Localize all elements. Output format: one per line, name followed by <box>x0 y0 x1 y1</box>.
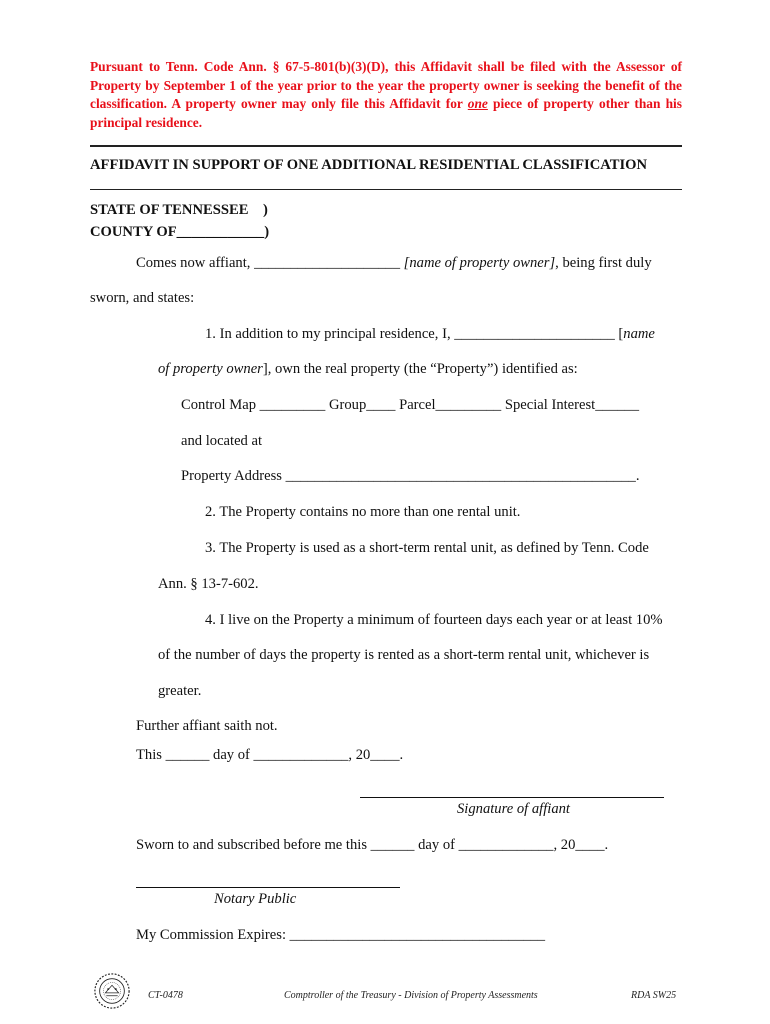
located-at-label: and located at <box>181 433 263 449</box>
venue-county-paren: ) <box>264 224 270 240</box>
venue-county <box>90 224 269 241</box>
item3-line-2: Ann. § 13-7-602. <box>158 576 259 592</box>
notary-label: Notary Public <box>214 891 297 907</box>
item1-name-placeholder: name <box>623 326 655 342</box>
parcel-identification-line: Control Map _________ Group____ Parcel_________ Special Interest______ <box>181 397 640 413</box>
item1-text-a: 1. In addition to my principal residence, I, ______________________ [ <box>205 326 624 342</box>
affidavit-title: AFFIDAVIT IN SUPPORT OF ONE ADDITIONAL RESIDENTIAL CLASSIFICATION <box>90 157 648 173</box>
intro-owner-placeholder: [name of property owner] <box>403 255 556 271</box>
date-line: This ______ day of _____________, 20____. <box>136 747 404 763</box>
filing-notice <box>90 58 682 132</box>
item4-line-3: greater. <box>158 683 202 699</box>
item1-line-1 <box>205 326 655 343</box>
intro-line-2: sworn, and states: <box>90 290 195 306</box>
property-address-line: Property Address ________________________________________________. <box>181 468 640 484</box>
footer-code: RDA SW25 <box>631 990 677 1001</box>
commission-expires-line: My Commission Expires: ___________________________________ <box>136 927 546 943</box>
title-divider <box>90 189 682 190</box>
sworn-line: Sworn to and subscribed before me this ______ day of _____________, 20____. <box>136 837 609 853</box>
footer-form-number: CT-0478 <box>148 990 183 1001</box>
venue-county-label: COUNTY OF <box>90 224 177 240</box>
item1-text-b: ], own the real property (the “Property”) identified as: <box>262 361 578 377</box>
intro-text-b: , being first duly <box>555 255 652 271</box>
top-divider <box>90 145 682 147</box>
affiant-signature-line <box>360 797 664 798</box>
item2-line: 2. The Property contains no more than one rental unit. <box>205 504 521 520</box>
venue-county-blank: ____________ <box>176 224 265 240</box>
signature-label: Signature of affiant <box>457 801 570 817</box>
filing-notice-part2: piece of property other than his principal residence. <box>90 96 682 130</box>
item4-line-2: of the number of days the property is rented as a short-term rental unit, whichever is <box>158 647 650 663</box>
item3-line-1: 3. The Property is used as a short-term rental unit, as defined by Tenn. Code <box>205 540 649 556</box>
notary-signature-line <box>136 887 400 888</box>
intro-text-a: Comes now affiant, ____________________ <box>136 255 404 271</box>
footer-agency: Comptroller of the Treasury - Division of Property Assessments <box>284 990 538 1001</box>
intro-line-1 <box>136 255 652 272</box>
further-affiant: Further affiant saith not. <box>136 718 278 734</box>
filing-notice-part1: Pursuant to Tenn. Code Ann. § 67-5-801(b)(3)(D), this Affidavit shall be filed with the Assessor of Property by September 1 of the year prior to the year the property owner is seeking the benefit of the classification. A property owner may only file this Affidavit for <box>90 59 682 111</box>
item1-owner-placeholder: of property owner <box>158 361 263 377</box>
filing-notice-emphasis: one <box>467 96 488 111</box>
venue-state: STATE OF TENNESSEE ) <box>90 202 268 218</box>
item4-line-1: 4. I live on the Property a minimum of fourteen days each year or at least 10% <box>205 612 663 628</box>
state-seal-icon <box>93 972 131 1010</box>
item1-line-2 <box>158 361 578 378</box>
